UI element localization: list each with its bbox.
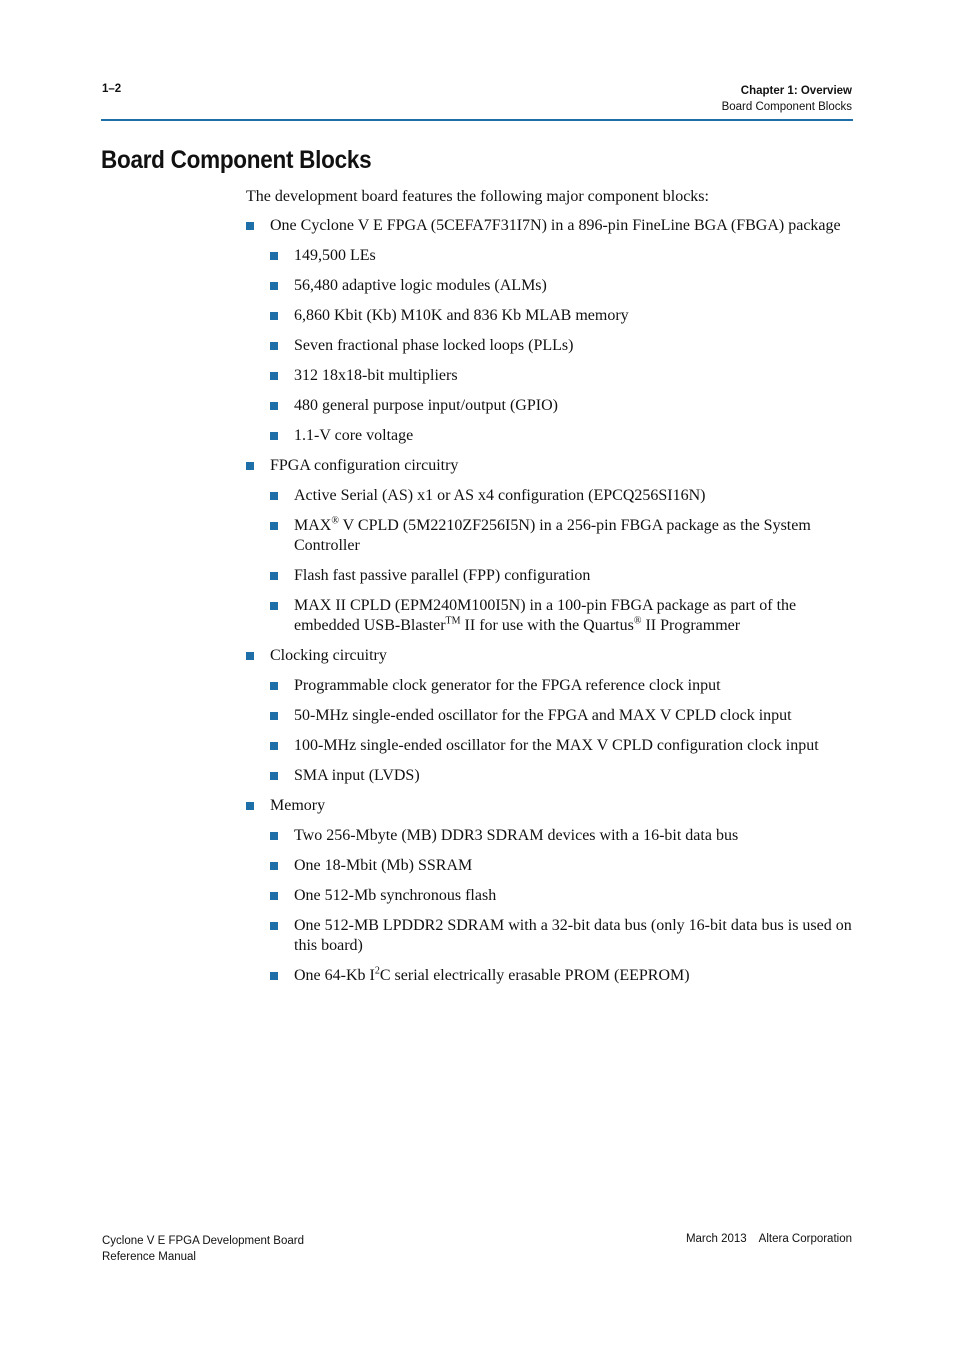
list-item [270, 676, 853, 696]
bullet-icon [270, 862, 278, 870]
bullet-icon [270, 372, 278, 380]
registered-mark: ® [633, 615, 642, 627]
bullet-icon [270, 342, 278, 350]
list-item-text: Flash fast passive parallel (FPP) configuration [294, 567, 591, 584]
trademark-mark: TM [445, 615, 461, 627]
list-item [270, 596, 853, 636]
list-item [270, 856, 853, 876]
list-item [270, 306, 853, 326]
page-number: 1–2 [102, 83, 122, 95]
list-item-text: 50-MHz single-ended oscillator for the FPGA and MAX V CPLD clock input [294, 707, 792, 724]
list-item-text: 312 18x18-bit multipliers [294, 367, 458, 384]
list-item-label: FPGA configuration circuitry [270, 457, 459, 474]
list-item-label: Memory [270, 797, 326, 814]
list-item [270, 566, 853, 586]
component-list [246, 216, 853, 996]
list-item-clocking [246, 646, 853, 786]
bullet-icon [270, 402, 278, 410]
list-item [270, 516, 853, 556]
list-item [270, 886, 853, 906]
list-item-text: One 512-MB LPDDR2 SDRAM with a 32-bit data bus (only 16-bit data bus is used on this board) [294, 917, 852, 954]
list-item-label: Clocking circuitry [270, 647, 387, 664]
list-item-text: V CPLD (5M2210ZF256I5N) in a 256-pin FBGA package as the System Controller [294, 517, 811, 554]
list-item-text: II Programmer [641, 617, 741, 634]
list-item [270, 276, 853, 296]
chapter-title: Chapter 1: Overview [740, 85, 852, 97]
list-item [270, 426, 853, 446]
bullet-icon [270, 492, 278, 500]
list-item-text: SMA input (LVDS) [294, 767, 420, 784]
section-title: Board Component Blocks [721, 101, 852, 113]
list-item-text: One 18-Mbit (Mb) SSRAM [294, 857, 473, 874]
list-item [270, 826, 853, 846]
list-item [270, 766, 853, 786]
intro-paragraph: The development board features the following major component blocks: [246, 188, 709, 205]
bullet-icon [270, 572, 278, 580]
list-item-text: 480 general purpose input/output (GPIO) [294, 397, 558, 414]
list-item-text: 56,480 adaptive logic modules (ALMs) [294, 277, 547, 294]
bullet-icon [270, 682, 278, 690]
bullet-icon [270, 892, 278, 900]
page-title: Board Component Blocks [101, 146, 372, 174]
document-title: Cyclone V E FPGA Development Board [102, 1235, 304, 1247]
list-item-text: Two 256-Mbyte (MB) DDR3 SDRAM devices with a 16-bit data bus [294, 827, 739, 844]
list-item-text: C serial electrically erasable PROM (EEPROM) [379, 967, 690, 984]
superscript: 2 [374, 965, 380, 977]
bullet-icon [246, 222, 254, 230]
bullet-icon [270, 972, 278, 980]
list-item [270, 916, 853, 956]
list-item-text: II for use with the Quartus [460, 617, 634, 634]
list-item-text: Programmable clock generator for the FPGA reference clock input [294, 677, 721, 694]
list-item-text: MAX [294, 517, 332, 534]
bullet-icon [270, 922, 278, 930]
company-name: Altera Corporation [758, 1233, 852, 1245]
bullet-icon [270, 602, 278, 610]
publication-date: March 2013 [685, 1233, 747, 1245]
list-item [270, 246, 853, 266]
header-rule [101, 119, 853, 121]
bullet-icon [270, 742, 278, 750]
list-item-text: 100-MHz single-ended oscillator for the MAX V CPLD configuration clock input [294, 737, 819, 754]
list-item-text: One 64-Kb I [294, 967, 375, 984]
list-item-text: 149,500 LEs [294, 247, 376, 264]
registered-mark: ® [331, 515, 339, 527]
list-item-text: Active Serial (AS) x1 or AS x4 configuration (EPCQ256SI16N) [294, 487, 706, 504]
list-item [270, 736, 853, 756]
bullet-icon [270, 432, 278, 440]
footer-publisher [686, 1233, 852, 1245]
bullet-icon [246, 802, 254, 810]
list-item [270, 966, 853, 986]
bullet-icon [270, 522, 278, 530]
list-item-fpga [246, 216, 853, 446]
list-item-text: Seven fractional phase locked loops (PLLs) [294, 337, 574, 354]
list-item-memory [246, 796, 853, 986]
list-item [270, 366, 853, 386]
list-item-text: 1.1-V core voltage [294, 427, 414, 444]
running-header [722, 83, 852, 115]
list-item [270, 486, 853, 506]
list-item-text: 6,860 Kbit (Kb) M10K and 836 Kb MLAB memory [294, 307, 629, 324]
list-item-label: One Cyclone V E FPGA (5CEFA7F31I7N) in a 896-pin FineLine BGA (FBGA) package [270, 217, 841, 234]
list-item-text: One 512-Mb synchronous flash [294, 887, 497, 904]
bullet-icon [270, 312, 278, 320]
document-subtitle: Reference Manual [102, 1251, 196, 1263]
list-item-config [246, 456, 853, 636]
bullet-icon [246, 652, 254, 660]
bullet-icon [270, 832, 278, 840]
bullet-icon [270, 712, 278, 720]
footer-doc-title [102, 1233, 304, 1265]
list-item-text: MAX II CPLD (EPM240M100I5N) in a 100-pin FBGA package as part of the embedded USB-Blaster [294, 597, 797, 634]
bullet-icon [270, 282, 278, 290]
list-item [270, 396, 853, 416]
bullet-icon [270, 252, 278, 260]
list-item [270, 706, 853, 726]
list-item [270, 336, 853, 356]
bullet-icon [270, 772, 278, 780]
bullet-icon [246, 462, 254, 470]
